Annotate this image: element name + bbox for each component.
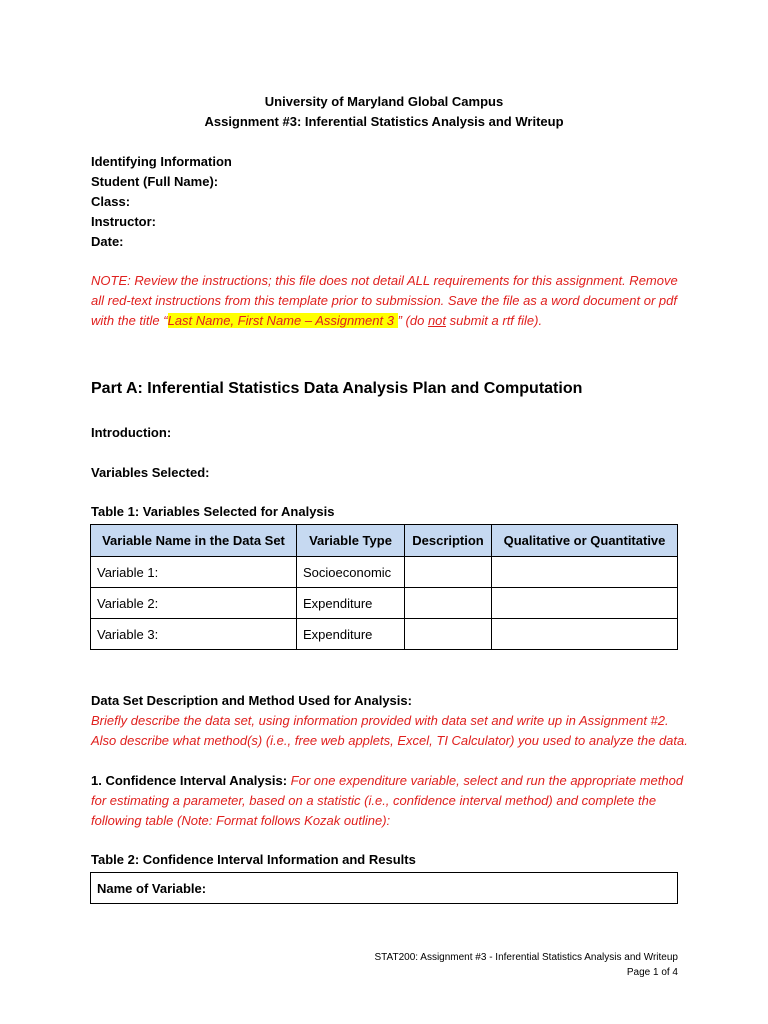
note-highlight: Last Name, First Name – Assignment 3: [167, 313, 398, 328]
student-name-label: Student (Full Name):: [91, 174, 219, 189]
table-row: [91, 588, 678, 619]
assignment-title: Assignment #3: Inferential Statistics Analysis and Writeup: [204, 114, 564, 129]
university-title: University of Maryland Global Campus: [264, 94, 504, 109]
ci-instruction-3: following table (Note: Format follows Kozak outline):: [91, 813, 391, 828]
ci-paragraph: [91, 771, 683, 791]
instructions-note: [91, 271, 691, 331]
ci-heading: 1. Confidence Interval Analysis:: [91, 773, 288, 788]
table-cell: Variable 3:: [91, 619, 297, 650]
part-a-heading: Part A: Inferential Statistics Data Analysis Plan and Computation: [91, 380, 583, 397]
table-cell[interactable]: [405, 557, 492, 588]
table2-caption: Table 2: Confidence Interval Information and Results: [91, 852, 416, 867]
table-header-cell: Variable Type: [297, 525, 405, 557]
table-header-cell: Description: [405, 525, 492, 557]
ci-instruction-2: for estimating a parameter, based on a statistic (i.e., confidence interval method) and complete the: [91, 793, 657, 808]
table-row: [91, 557, 678, 588]
note-text: NOTE: Review the instructions; this file does not detail ALL requirements for this assignment. Remove all red-text instructions from this template prior to submission. Save the file as a word document or pdf with the title “: [91, 273, 678, 328]
note-text-2: ” (do: [397, 313, 428, 328]
table-cell: Variable 2:: [91, 588, 297, 619]
instructor-label: Instructor:: [91, 214, 156, 229]
table-row: [91, 619, 678, 650]
date-label: Date:: [91, 234, 124, 249]
table-cell: Expenditure: [297, 588, 405, 619]
dataset-heading: Data Set Description and Method Used for Analysis:: [91, 693, 412, 708]
table1-caption: Table 1: Variables Selected for Analysis: [91, 504, 335, 519]
page-number: Page 1 of 4: [626, 967, 678, 978]
table-cell: Expenditure: [297, 619, 405, 650]
variable-name-cell[interactable]: Name of Variable:: [91, 873, 678, 904]
table-header-cell: Qualitative or Quantitative: [492, 525, 678, 557]
dataset-instruction-2: Also describe what method(s) (i.e., free web applets, Excel, TI Calculator) you used to analyze the data.: [91, 733, 688, 748]
table-cell[interactable]: [492, 619, 678, 650]
table-cell: Socioeconomic: [297, 557, 405, 588]
table-row: [91, 873, 678, 904]
identifying-heading: Identifying Information: [91, 154, 232, 169]
footer-title: STAT200: Assignment #3 - Inferential Statistics Analysis and Writeup: [374, 952, 678, 963]
ci-instruction-1: For one expenditure variable, select and run the appropriate method: [287, 773, 684, 788]
table-cell[interactable]: [492, 557, 678, 588]
variables-table: [90, 524, 678, 650]
table-header-cell: Variable Name in the Data Set: [91, 525, 297, 557]
table-header-row: [91, 525, 678, 557]
table-cell[interactable]: [492, 588, 678, 619]
introduction-label: Introduction:: [91, 425, 172, 440]
dataset-instruction-1: Briefly describe the data set, using information provided with data set and write up in Assignment #2.: [91, 713, 669, 728]
table-cell[interactable]: [405, 619, 492, 650]
note-text-3: submit a rtf file).: [446, 313, 543, 328]
table-cell[interactable]: [405, 588, 492, 619]
variables-selected-label: Variables Selected:: [91, 465, 210, 480]
note-underline: not: [427, 313, 447, 328]
confidence-interval-table: [90, 872, 678, 904]
table-cell: Variable 1:: [91, 557, 297, 588]
class-label: Class:: [91, 194, 131, 209]
